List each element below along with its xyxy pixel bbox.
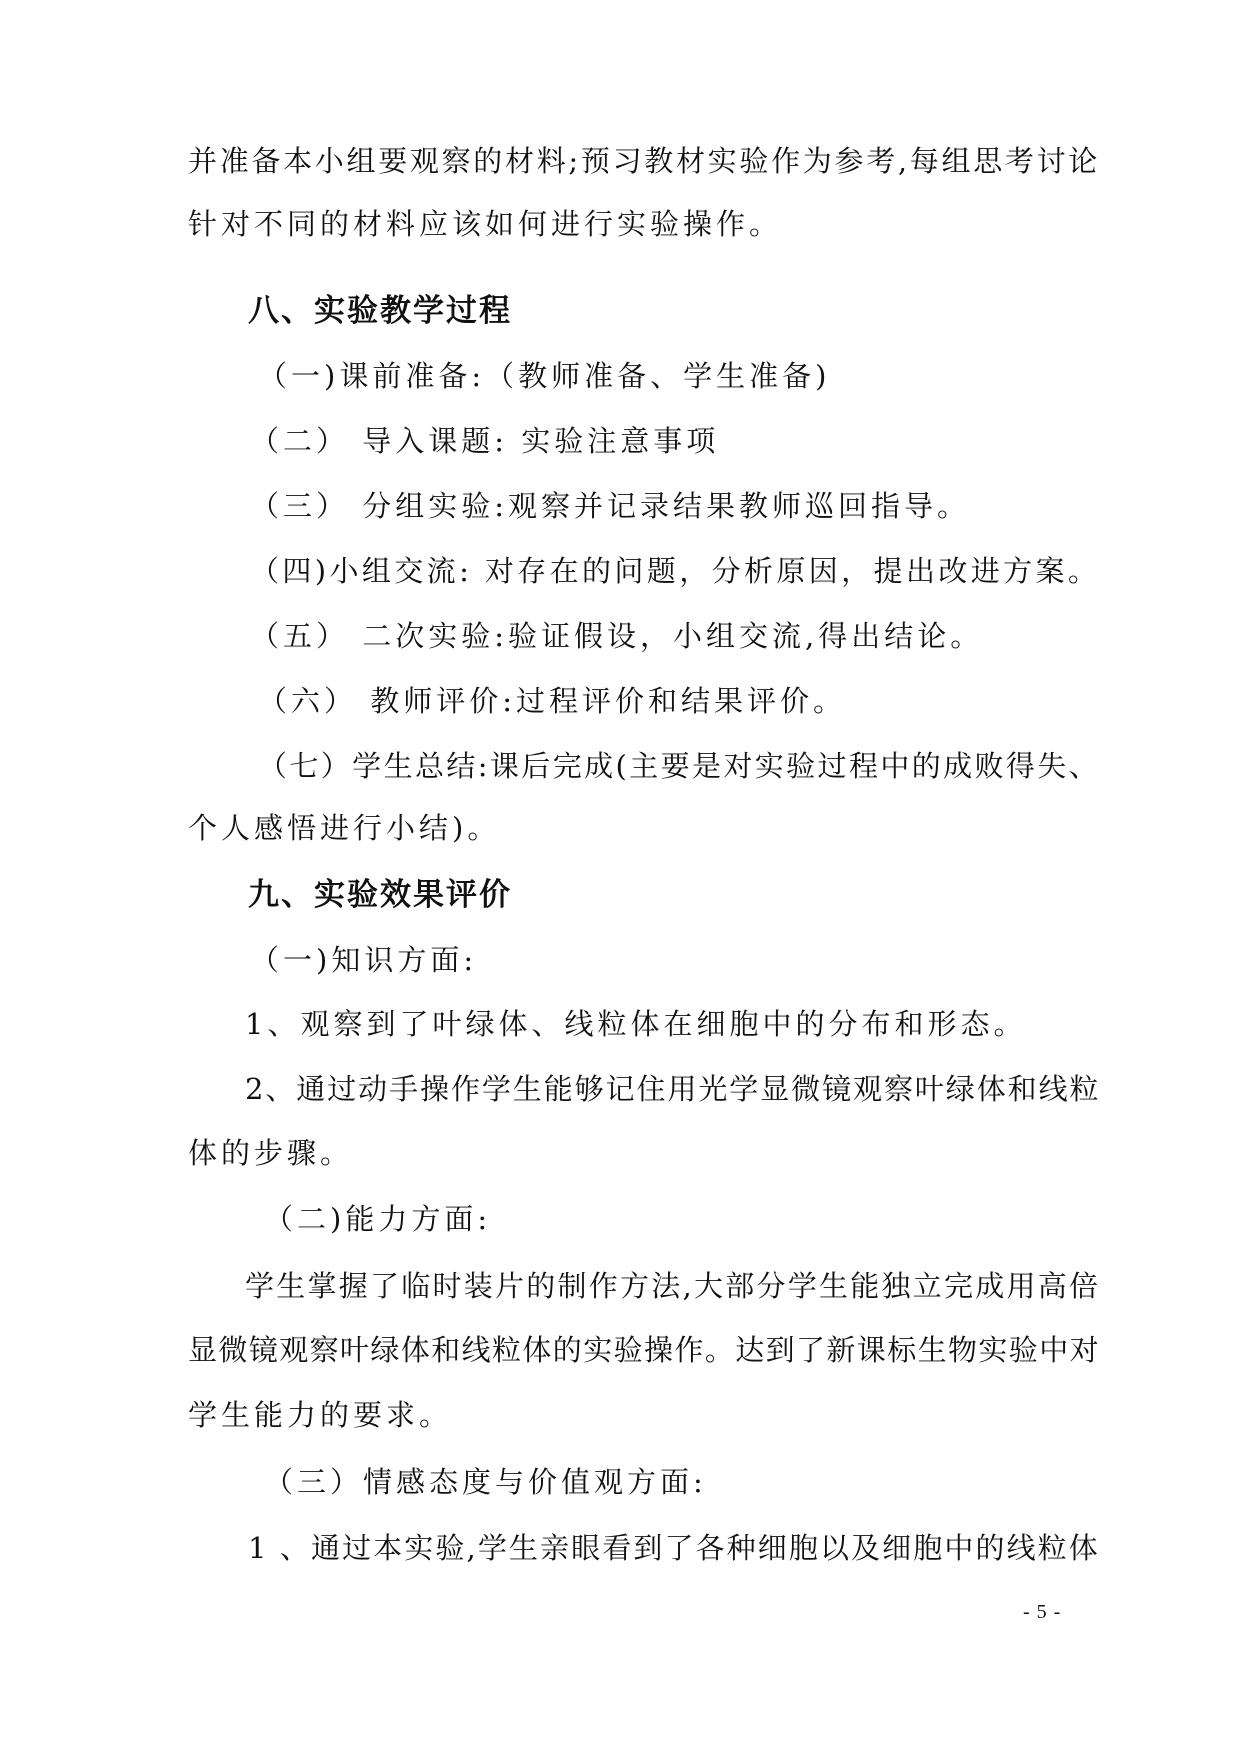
paragraph-line: 针对不同的材料应该如何进行实验操作。: [188, 207, 783, 241]
paragraph-line: 学生能力的要求。: [188, 1398, 453, 1432]
subheading: （一)知识方面:: [250, 943, 478, 977]
section-heading-nine: 九、实验效果评价: [248, 877, 512, 913]
paragraph-line: 个人感悟进行小结)。: [188, 811, 501, 845]
paragraph-line: 1、观察到了叶绿体、线粒体在细胞中的分布和形态。: [245, 1007, 1027, 1041]
paragraph-line: 2、通过动手操作学生能够记住用光学显微镜观察叶绿体和线粒: [245, 1072, 1101, 1106]
list-item: （三） 分组实验:观察并记录结果教师巡回指导。: [250, 489, 970, 523]
list-item: （五） 二次实验:验证假设，小组交流,得出结论。: [250, 619, 984, 653]
paragraph-line: 显微镜观察叶绿体和线粒体的实验操作。达到了新课标生物实验中对: [188, 1333, 1101, 1367]
list-item: （四)小组交流: 对存在的问题，分析原因，提出改进方案。: [250, 554, 1101, 588]
section-heading-eight: 八、实验教学过程: [248, 293, 512, 329]
paragraph-line: 体的步骤。: [188, 1136, 354, 1170]
subheading: （三）情感态度与价值观方面:: [264, 1465, 707, 1499]
paragraph-line: 并准备本小组要观察的材料;预习教材实验作为参考,每组思考讨论: [188, 144, 1100, 178]
page-number: - 5 -: [1023, 1601, 1062, 1623]
paragraph-line: 1 、通过本实验,学生亲眼看到了各种细胞以及细胞中的线粒体: [248, 1531, 1100, 1565]
list-item: （二） 导入课题: 实验注意事项: [250, 424, 720, 458]
list-item: （七）学生总结:课后完成(主要是对实验过程中的成败得失、: [258, 749, 1101, 783]
paragraph-line: 学生掌握了临时装片的制作方法,大部分学生能独立完成用高倍: [245, 1269, 1101, 1303]
list-item: （六） 教师评价:过程评价和结果评价。: [258, 684, 846, 718]
subheading: （二)能力方面:: [264, 1202, 492, 1236]
list-item: （一)课前准备:（教师准备、学生准备): [258, 359, 831, 393]
